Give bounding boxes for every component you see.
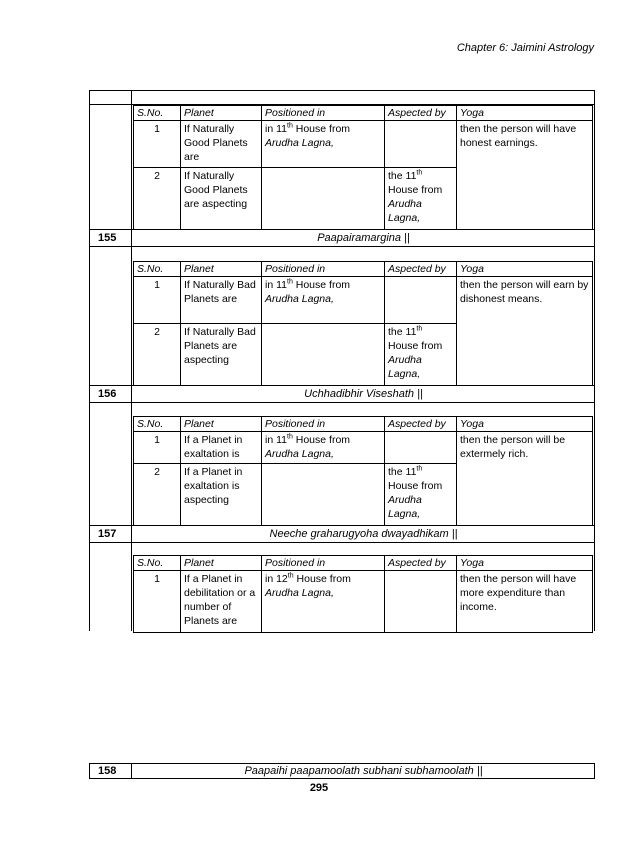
col-header-aspected: Aspected by — [385, 106, 457, 121]
row-aspected: the 11th House from Arudha Lagna, — [385, 324, 457, 386]
row-sno: 2 — [134, 464, 181, 526]
row-positioned: in 11th House from Arudha Lagna, — [262, 432, 385, 464]
col-header-planet: Planet — [181, 556, 262, 571]
row-yoga: then the person will earn by dishonest means. — [457, 277, 593, 386]
page-number: 295 — [309, 782, 329, 794]
column-divider — [131, 91, 132, 631]
row-aspected: the 11th House from Arudha Lagna, — [385, 168, 457, 230]
row-sno: 1 — [134, 432, 181, 464]
yoga-table — [133, 105, 593, 230]
col-header-aspected: Aspected by — [385, 417, 457, 432]
row-positioned: in 11th House from Arudha Lagna, — [262, 277, 385, 324]
row-positioned: in 12th House from Arudha Lagna, — [262, 571, 385, 633]
col-header-yoga: Yoga — [457, 417, 593, 432]
row-planet: If a Planet in exaltation is — [181, 432, 262, 464]
section-158-row — [89, 763, 595, 779]
col-header-positioned: Positioned in — [262, 556, 385, 571]
section-number: 155 — [98, 232, 117, 244]
section-number: 158 — [98, 765, 117, 777]
col-header-yoga: Yoga — [457, 556, 593, 571]
col-header-sno: S.No. — [134, 556, 181, 571]
row-positioned — [262, 168, 385, 230]
col-header-planet: Planet — [181, 262, 262, 277]
section-title: Uchhadibhir Viseshath || — [304, 388, 423, 400]
col-header-sno: S.No. — [134, 417, 181, 432]
page-header: Chapter 6: Jaimini Astrology — [456, 42, 594, 54]
col-header-planet: Planet — [181, 417, 262, 432]
col-header-positioned: Positioned in — [262, 106, 385, 121]
row-positioned — [262, 464, 385, 526]
section-number: 157 — [98, 528, 117, 540]
section-number: 156 — [98, 388, 117, 400]
row-aspected: the 11th House from Arudha Lagna, — [385, 464, 457, 526]
col-header-positioned: Positioned in — [262, 417, 385, 432]
row-planet: If Naturally Bad Planets are — [181, 277, 262, 324]
row-planet: If Naturally Good Planets are aspecting — [181, 168, 262, 230]
row-aspected — [385, 571, 457, 633]
row-planet: If a Planet in exaltation is aspecting — [181, 464, 262, 526]
row-positioned — [262, 324, 385, 386]
col-header-yoga: Yoga — [457, 262, 593, 277]
section-title: Neeche graharugyoha dwayadhikam || — [269, 528, 458, 540]
section-title: Paapairamargina || — [317, 232, 410, 244]
yoga-table — [133, 416, 593, 526]
row-sno: 1 — [134, 121, 181, 168]
row-aspected — [385, 432, 457, 464]
row-planet: If Naturally Bad Planets are aspecting — [181, 324, 262, 386]
row-yoga: then the person will have honest earnings. — [457, 121, 593, 230]
row-aspected — [385, 121, 457, 168]
col-header-aspected: Aspected by — [385, 262, 457, 277]
row-sno: 2 — [134, 324, 181, 386]
yoga-table — [133, 555, 593, 633]
row-yoga: then the person will be extermely rich. — [457, 432, 593, 526]
col-header-planet: Planet — [181, 106, 262, 121]
row-planet: If Naturally Good Planets are — [181, 121, 262, 168]
col-header-positioned: Positioned in — [262, 262, 385, 277]
row-sno: 1 — [134, 571, 181, 633]
row-aspected — [385, 277, 457, 324]
col-header-yoga: Yoga — [457, 106, 593, 121]
section-title: Paapaihi paapamoolath subhani subhamoolath || — [244, 765, 483, 777]
row-yoga: then the person will have more expenditure than income. — [457, 571, 593, 633]
row-sno: 2 — [134, 168, 181, 230]
row-sno: 1 — [134, 277, 181, 324]
col-header-sno: S.No. — [134, 106, 181, 121]
row-planet: If a Planet in debilitation or a number of Planets are — [181, 571, 262, 633]
yoga-table — [133, 261, 593, 386]
col-header-aspected: Aspected by — [385, 556, 457, 571]
row-positioned: in 11th House from Arudha Lagna, — [262, 121, 385, 168]
yoga-table-container — [89, 90, 595, 631]
col-header-sno: S.No. — [134, 262, 181, 277]
